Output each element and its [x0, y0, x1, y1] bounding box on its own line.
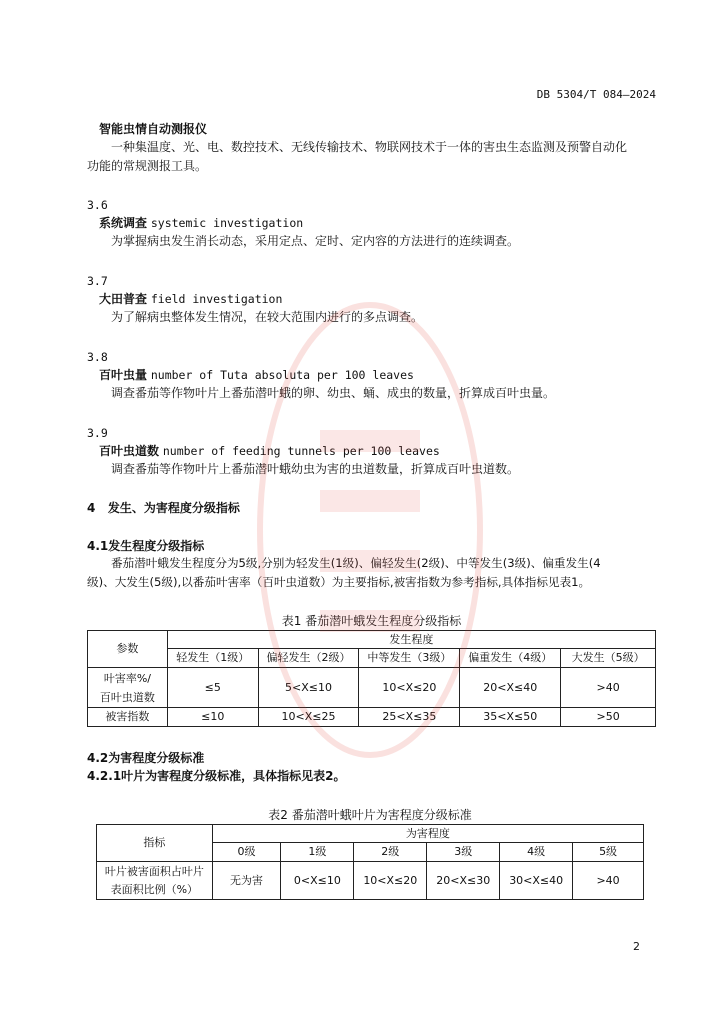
- table2: [96, 824, 644, 900]
- table1-group-header: 发生程度: [167, 631, 655, 649]
- table2-level-header: 2级: [354, 843, 427, 862]
- row-label-line: 叶害率%/: [103, 671, 151, 685]
- table2-row-label: [97, 862, 213, 900]
- table1-cell: 20<X≤40: [460, 668, 561, 708]
- table2-level-header: 4级: [500, 843, 573, 862]
- table1-level-header: 中等发生（3级）: [359, 649, 460, 668]
- table1-cell: 10<X≤25: [258, 708, 359, 727]
- table1-level-header: 大发生（5级）: [561, 649, 656, 668]
- definition-line: 为了解病虫整体发生情况，在较大范围内进行的多点调查。: [111, 310, 424, 324]
- term-en: number of Tuta absoluta per 100 leaves: [150, 368, 414, 382]
- term-en: field investigation: [150, 292, 283, 306]
- clause-number: 3.7: [87, 274, 108, 288]
- row-label-line: 百叶虫道数: [99, 690, 155, 704]
- clause-number: 3.6: [87, 198, 108, 212]
- definition-line: 调查番茄等作物叶片上番茄潜叶蛾的卵、幼虫、蛹、成虫的数量，折算成百叶虫量。: [111, 386, 556, 400]
- section-heading-4-2: 4.2为害程度分级标准: [87, 751, 205, 765]
- table1: [87, 630, 656, 727]
- table2-group-header: 为害程度: [212, 825, 643, 843]
- term-cn: 大田普查: [99, 292, 148, 306]
- table2-cell: 无为害: [212, 862, 281, 900]
- table2-level-header: 5级: [573, 843, 644, 862]
- section-title: 发生、为害程度分级指标: [107, 501, 240, 515]
- term-en: number of feeding tunnels per 100 leaves: [162, 444, 440, 458]
- term-heading: [99, 290, 282, 308]
- table1-row-label: [88, 668, 168, 708]
- section-heading-4-2-1: 4.2.1叶片为害程度分级标准，具体指标见表2。: [87, 769, 346, 783]
- table1-cell: >40: [561, 668, 656, 708]
- table1-cell: 35<X≤50: [460, 708, 561, 727]
- paragraph-line: 级)、大发生(5级),以番茄叶害率（百叶虫道数）为主要指标,被害指数为参考指标,具体指标见表1。: [87, 575, 591, 589]
- term-heading: [99, 366, 414, 384]
- term-en: systemic investigation: [150, 216, 304, 230]
- table1-cell: 5<X≤10: [258, 668, 359, 708]
- table2-level-header: 3级: [427, 843, 500, 862]
- table1-cell: ≤5: [167, 668, 258, 708]
- row-label-line: 表面积比例（%）: [110, 882, 199, 896]
- paragraph-line: 番茄潜叶蛾发生程度分为5级,分别为轻发生(1级)、偏轻发生(2级)、中等发生(3级)、偏重发生(4: [111, 556, 601, 570]
- table1-row-label: 被害指数: [88, 708, 168, 727]
- table2-cell: 0<X≤10: [281, 862, 354, 900]
- table2-caption: 表2 番茄潜叶蛾叶片为害程度分级标准: [268, 808, 472, 822]
- table1-level-header: 轻发生（1级）: [167, 649, 258, 668]
- table1-cell: ≤10: [167, 708, 258, 727]
- table1-cell: 25<X≤35: [359, 708, 460, 727]
- table2-level-header: 1级: [281, 843, 354, 862]
- clause-number: 3.8: [87, 350, 108, 364]
- definition-line: 功能的常规测报工具。: [87, 159, 208, 173]
- term-heading: [99, 442, 440, 460]
- clause-number: 3.9: [87, 426, 108, 440]
- table1-level-header: 偏轻发生（2级）: [258, 649, 359, 668]
- term-cn: 百叶虫量: [99, 368, 148, 382]
- table1-cell: 10<X≤20: [359, 668, 460, 708]
- table2-cell: 20<X≤30: [427, 862, 500, 900]
- definition-line: 调查番茄等作物叶片上番茄潜叶蛾幼虫为害的虫道数量，折算成百叶虫道数。: [111, 462, 520, 476]
- table1-col0-header: 参数: [88, 631, 168, 668]
- table1-caption: 表1 番茄潜叶蛾发生程度分级指标: [281, 614, 462, 628]
- table2-cell: >40: [573, 862, 644, 900]
- term-heading: [99, 214, 303, 232]
- table2-level-header: 0级: [212, 843, 281, 862]
- table2-col0-header: 指标: [97, 825, 213, 862]
- term-cn: 百叶虫道数: [99, 444, 160, 458]
- definition-line: 一种集温度、光、电、数控技术、无线传输技术、物联网技术于一体的害虫生态监测及预警自动化: [111, 140, 628, 154]
- page-number: 2: [633, 940, 640, 953]
- table2-cell: 30<X≤40: [500, 862, 573, 900]
- term-smart-pest-monitor: 智能虫情自动测报仪: [99, 122, 208, 136]
- table1-cell: >50: [561, 708, 656, 727]
- table2-cell: 10<X≤20: [354, 862, 427, 900]
- section-number: 4: [87, 501, 96, 515]
- doc-code: DB 5304/T 084—2024: [536, 88, 656, 101]
- definition-line: 为掌握病虫发生消长动态，采用定点、定时、定内容的方法进行的连续调查。: [111, 234, 520, 248]
- term-cn: 系统调查: [99, 216, 148, 230]
- section-heading-4-1: 4.1发生程度分级指标: [87, 539, 205, 553]
- row-label-line: 叶片被害面积占叶片: [104, 864, 204, 878]
- table1-level-header: 偏重发生（4级）: [460, 649, 561, 668]
- section-heading-4: [87, 499, 240, 517]
